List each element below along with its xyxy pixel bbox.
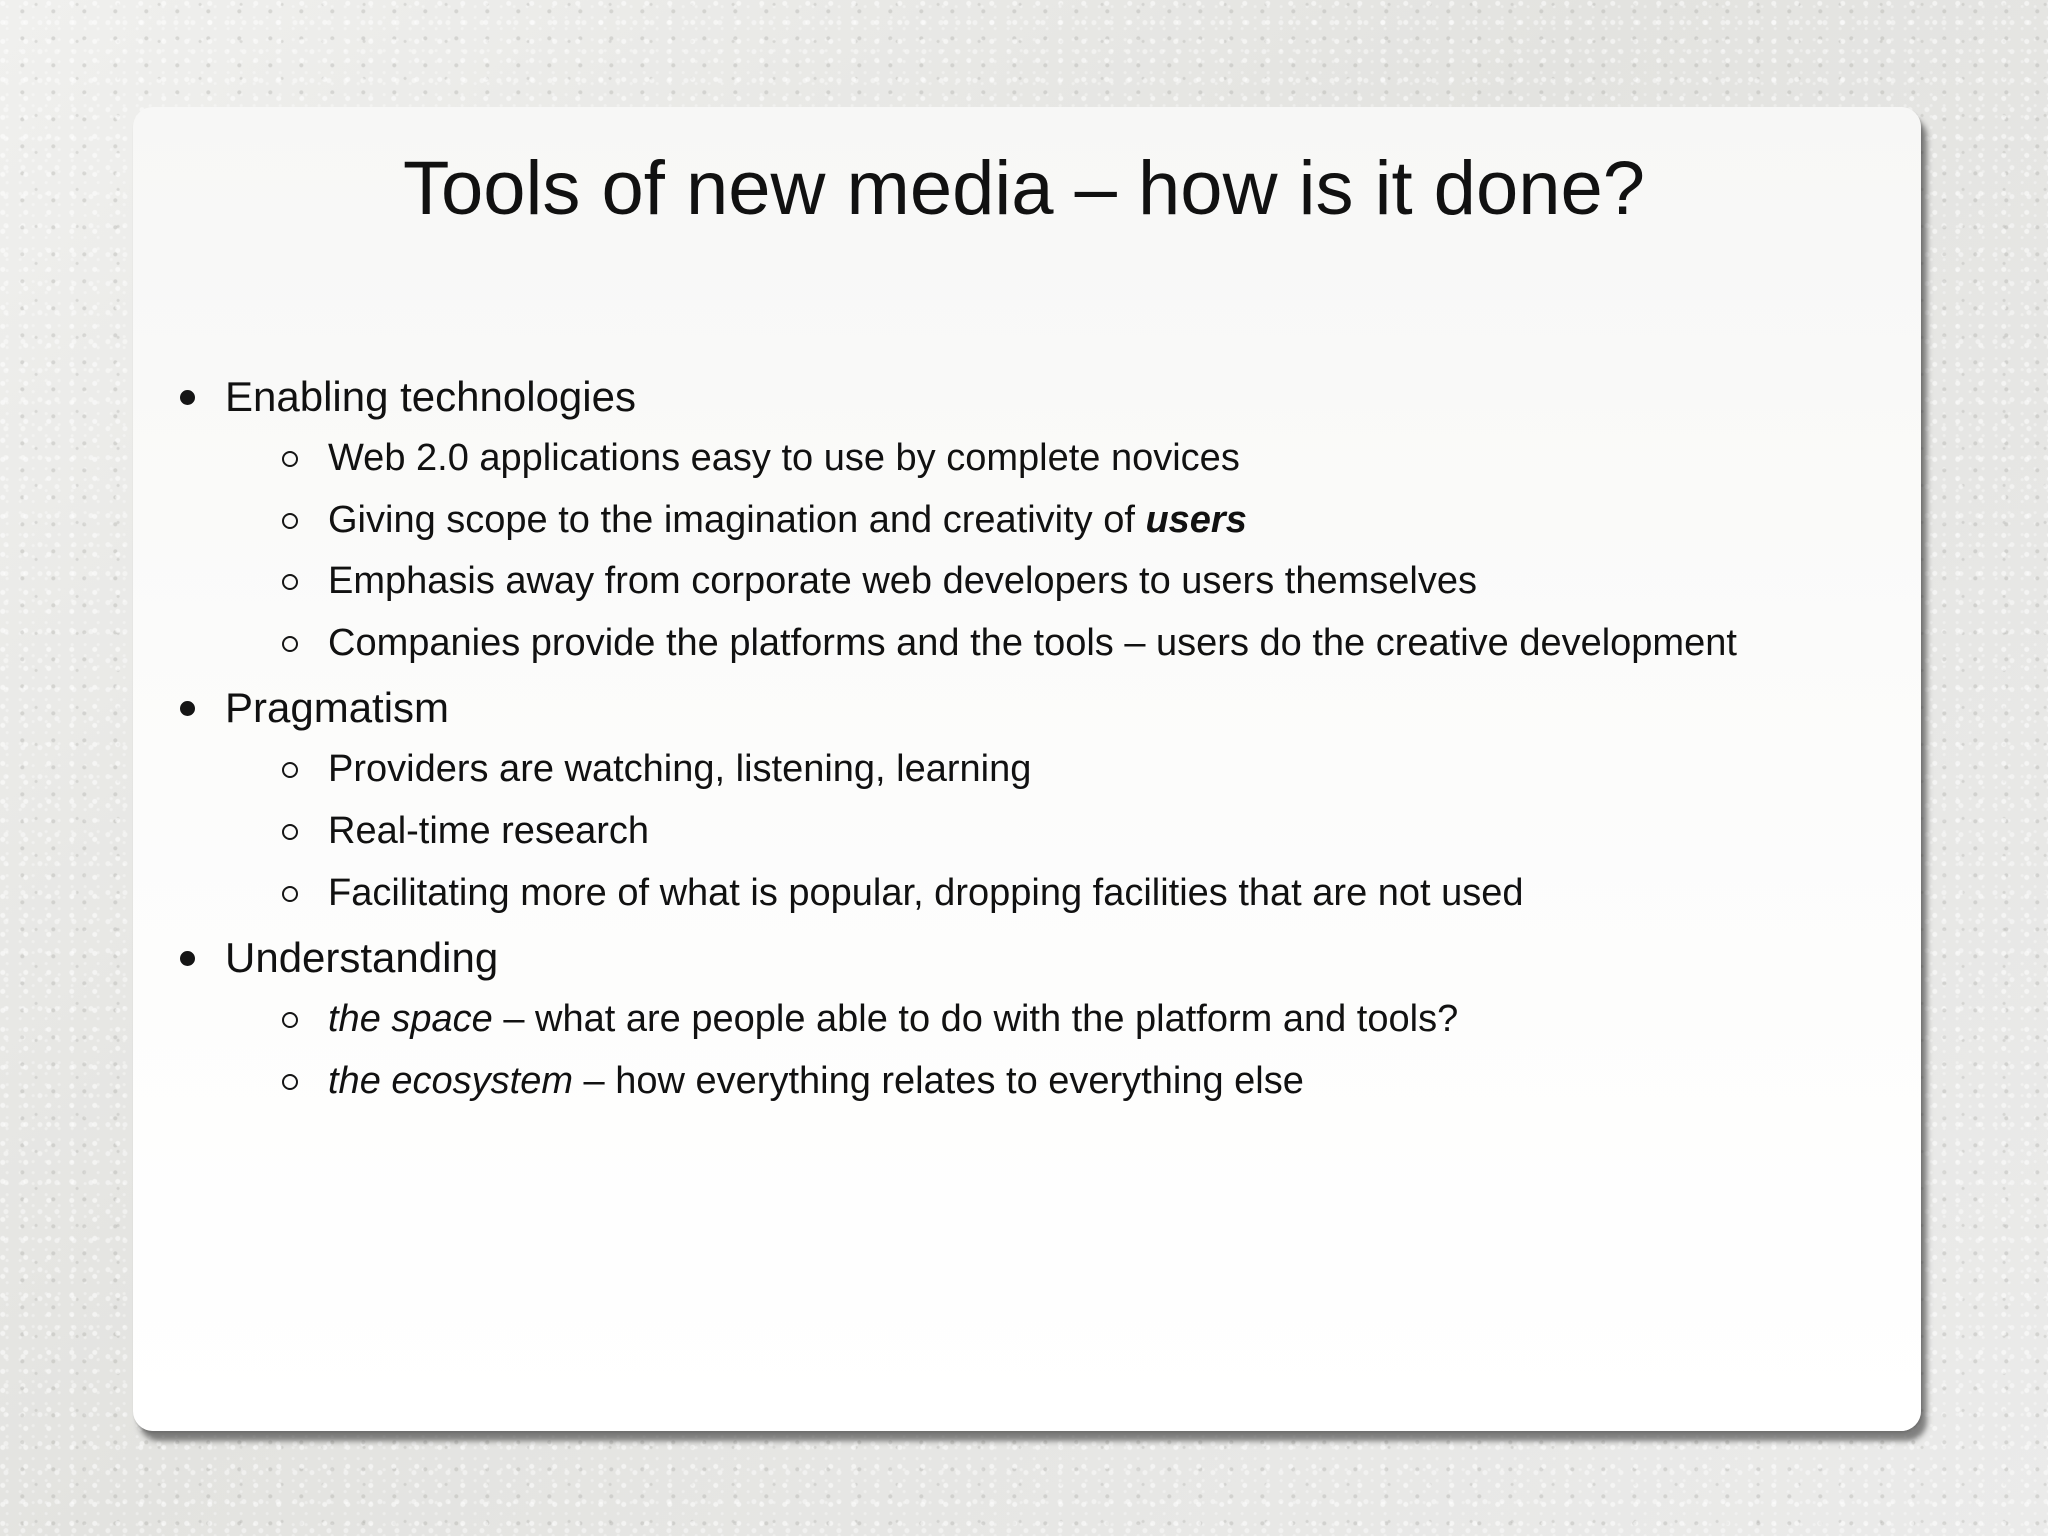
the-space-term: the space (328, 998, 493, 1040)
slide-card (133, 107, 1921, 1431)
sub-bullet-text-main: Giving scope to the imagination and creativity of (328, 499, 1146, 541)
bullet-label-understanding: Understanding (225, 934, 499, 981)
the-ecosystem-term: the ecosystem (328, 1060, 573, 1102)
sub-bullet-text: Emphasis away from corporate web developers to users themselves (328, 560, 1477, 602)
sub-bullet-text: Real-time research (328, 810, 649, 852)
bullet-label-pragmatism: Pragmatism (225, 684, 450, 731)
sub-bullet-text: Facilitating more of what is popular, dropping facilities that are not used (328, 872, 1524, 914)
sub-bullet-text: Web 2.0 applications easy to use by complete novices (328, 437, 1240, 479)
sub-bullet-text-main: – how everything relates to everything else (573, 1060, 1304, 1102)
sub-bullet-text: Providers are watching, listening, learning (328, 748, 1032, 790)
bullet-label-enabling-technologies: Enabling technologies (225, 373, 636, 420)
sub-bullet-text-main: – what are people able to do with the platform and tools? (492, 998, 1459, 1040)
slide-title: Tools of new media – how is it done? (402, 146, 1646, 231)
sub-bullet-text: Companies provide the platforms and the tools – users do the creative development (328, 622, 1737, 664)
users-emphasis: users (1145, 499, 1247, 541)
